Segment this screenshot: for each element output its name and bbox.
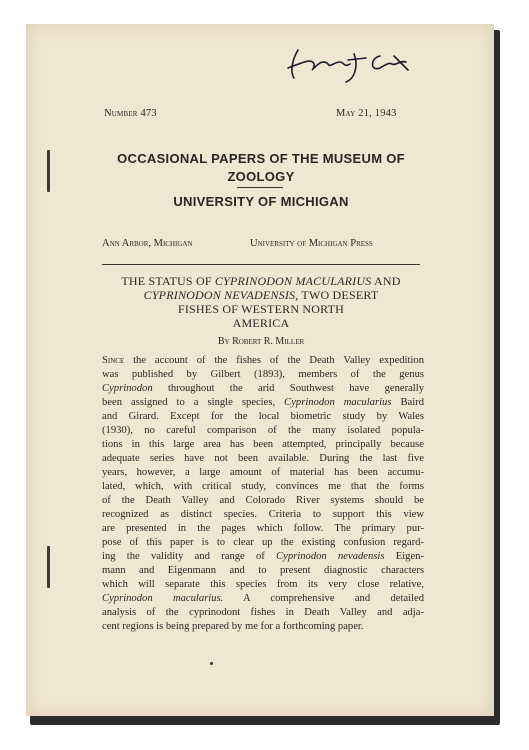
body-line: of the Death Valley and Colorado River systems should be [102, 495, 424, 506]
title-line: THE STATUS OF CYPRINODON MACULARIUS AND [121, 274, 401, 288]
body-line: (1930), no careful comparison of the many isolated popula- [102, 425, 424, 436]
issue-number: Number 473 [104, 108, 157, 119]
article-body [102, 354, 424, 634]
body-line: which will separate this species from its very close relative, [102, 579, 424, 590]
series-title-line: ZOOLOGY [227, 169, 295, 184]
body-line: ing the validity and range of Cyprinodon nevadensis Eigen- [102, 551, 424, 562]
body-line: was published by Gilbert (1893), members of the genus [102, 369, 424, 380]
body-line: years, however, a large amount of material has been accumu- [102, 467, 424, 478]
body-line: adequate series have not been available. During the last five [102, 453, 424, 464]
title-line: FISHES OF WESTERN NORTH [177, 302, 344, 316]
imprint-place: Ann Arbor, Michigan [102, 238, 193, 249]
document-page [26, 24, 494, 716]
staple-bottom [47, 546, 50, 588]
body-line: Cyprinodon macularius. A comprehensive and detailed [102, 593, 424, 604]
imprint-publisher: University of Michigan Press [250, 238, 373, 249]
title-line: AMERICA [232, 316, 290, 330]
series-title-line: OCCASIONAL PAPERS OF THE MUSEUM OF [117, 151, 405, 166]
body-line: cent regions is being prepared by me for a forthcoming paper. [102, 621, 364, 632]
body-line: been assigned to a single species, Cyprinodon macularius Baird [102, 397, 424, 408]
staple-top [47, 150, 50, 192]
handwritten-signature [284, 38, 416, 86]
title-line: CYPRINODON NEVADENSIS, TWO DESERT [143, 288, 379, 302]
article-author: By Robert R. Miller [217, 336, 305, 347]
body-line: recognized as distinct species. Criteria to support this view [102, 509, 424, 520]
body-line: are presented in the pages which follow. The primary pur- [102, 523, 424, 534]
body-line: analysis of the cyprinodont fishes in Death Valley and adja- [102, 607, 424, 618]
body-line: pose of this paper is to clear up the existing confusion regard- [102, 537, 424, 548]
print-mark [210, 662, 213, 665]
body-line: mann and Eigenmann and to present diagnostic characters [102, 565, 424, 576]
body-line: lated, which, with critical study, convinces me that the forms [102, 481, 424, 492]
body-line: Cyprinodon throughout the arid Southwest have generally [102, 383, 424, 394]
series-title [96, 150, 426, 186]
university-name: UNIVERSITY OF MICHIGAN [173, 194, 349, 209]
body-line: Since the account of the fishes of the Death Valley expedition [102, 355, 424, 366]
body-line: tions in this large area has been attempted, principally because [102, 439, 424, 450]
divider-short [237, 187, 283, 188]
divider-long [102, 264, 420, 265]
body-line: and Girard. Except for the local biometric study by Wales [102, 411, 424, 422]
article-title [98, 274, 424, 330]
issue-date: May 21, 1943 [336, 108, 397, 119]
